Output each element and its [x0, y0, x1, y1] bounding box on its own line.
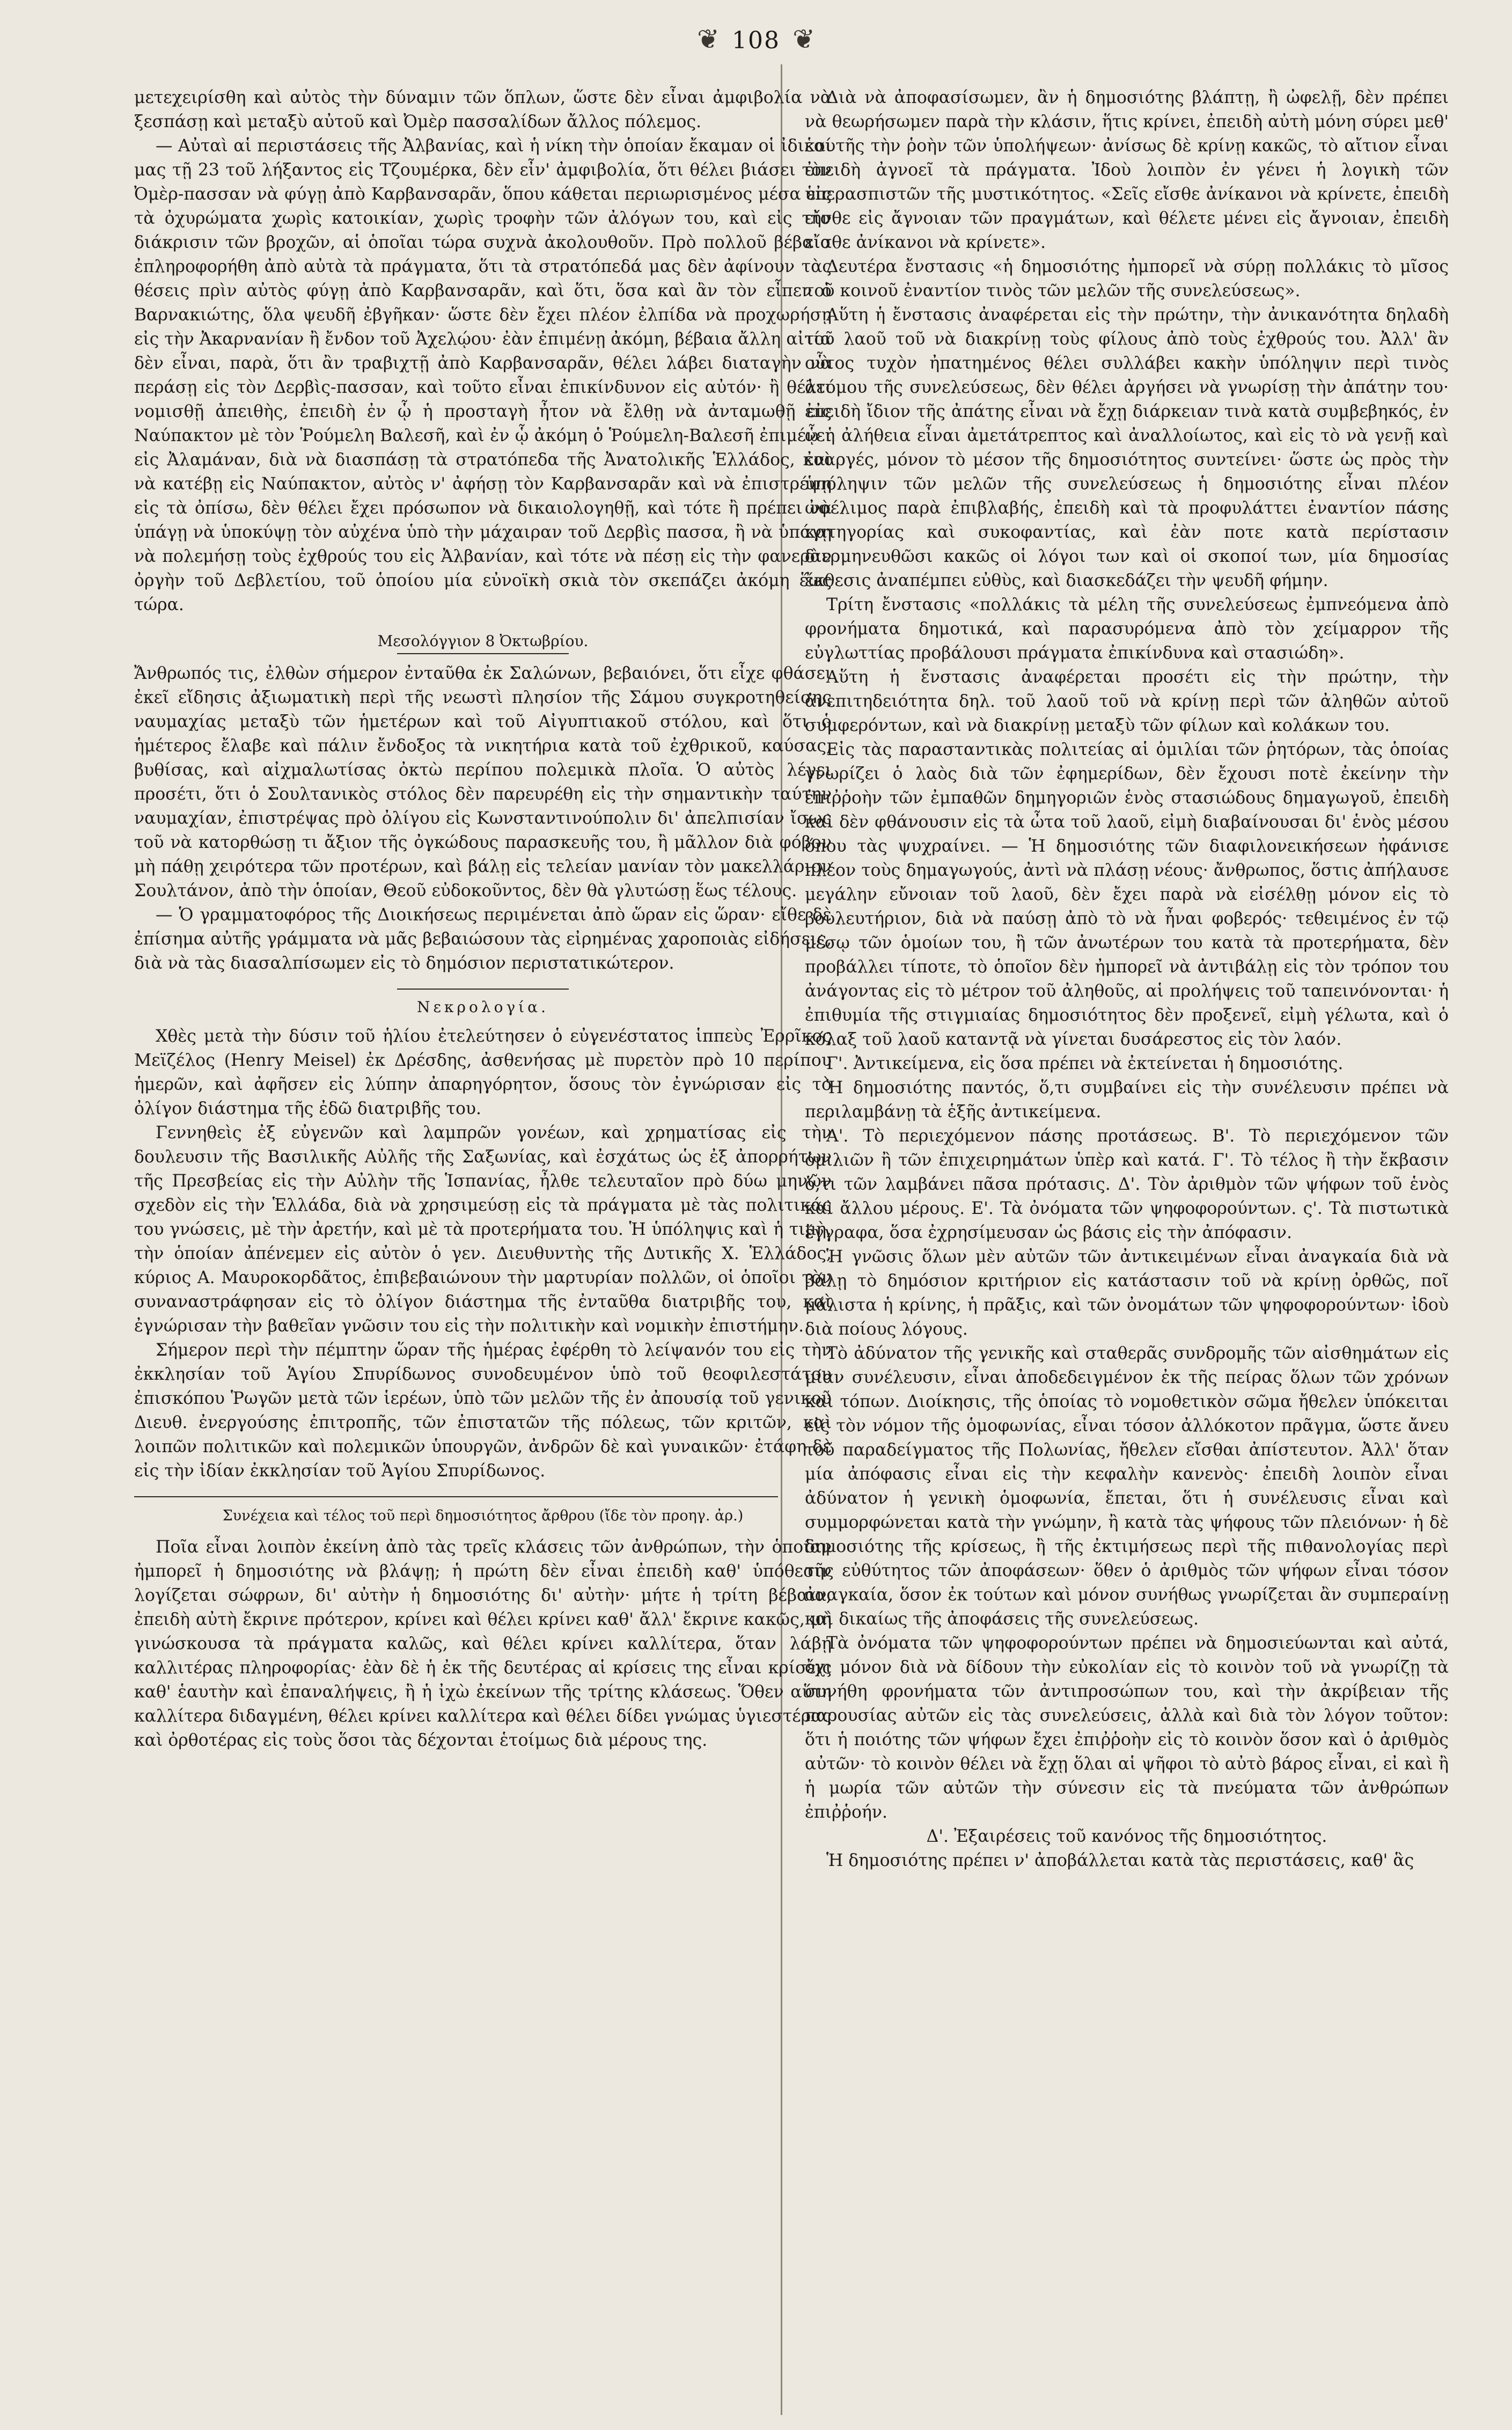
right-paragraph-1: Διὰ νὰ ἀποφασίσωμεν, ἂν ἡ δημοσιότης βλάπτῃ, ἢ ὠφελῇ, δὲν πρέπει νὰ θεωρήσωμεν παρὰ τὴν κλάσιν, ἥτις κρίνει, ἐπειδὴ αὐτὴ μόνη σύρει μεθ' ἑαυτῆς τὴν ῥοὴν τῶν ὑπολήψεων· ἀνίσως δὲ κρίνῃ κακῶς, τὸ αἴτιον εἶναι ἐπειδὴ ἀγνοεῖ τὰ πράγματα. Ἰδοὺ λοιπὸν ἐν γένει ἡ λογικὴ τῶν ὑπερασπιστῶν τῆς μυστικότητος. «Σεῖς εἴσθε ἀνίκανοι νὰ κρίνετε, ἐπειδὴ εἴσθε εἰς ἄγνοιαν τῶν πραγμάτων, καὶ θέλετε μένει εἰς ἄγνοιαν, ἐπειδὴ εἴσθε ἀνίκανοι νὰ κρίνετε». [805, 88, 1449, 252]
right-paragraph-14: Ἡ δημοσιότης πρέπει ν' ἀποβάλλεται κατὰ τὰς περιστάσεις, καθ' ἃς [826, 1851, 1414, 1870]
continuation-subheading [134, 1496, 832, 1528]
left-paragraph-2: — Αὐταὶ αἱ περιστάσεις τῆς Ἀλβανίας, καὶ ἡ νίκη τὴν ὁποίαν ἔκαμαν οἱ ἰδικοί μας τῇ 23 τοῦ λήξαντος εἰς Τζουμέρκα, δὲν εἶν' ἀμφιβολία, ὅτι θέλει βιάσει τὸν Ὀμὲρ-πασσαν νὰ φύγῃ ἀπὸ Καρβανσαρᾶν, ὅπου κάθεται περιωρισμένος μέσα εἰς τὰ ὀχυρώματα χωρὶς κατοικίαν, χωρὶς τροφὴν τῶν ἀλόγων του, καὶ εἰς τὴν διάκρισιν τῶν βροχῶν, αἱ ὁποῖαι τώρα συχνὰ ἀκολουθοῦν. Πρὸ πολλοῦ βέβαια ἐπληροφορήθη ἀπὸ αὐτὰ τὰ πράγματα, ὅτι τὰ στρατόπεδά μας δὲν ἀφίνουν τὰς θέσεις πρὶν αὐτὸς φύγῃ ἀπὸ Καρβανσαρᾶν, καὶ ὅτι, ὅσα καὶ ἂν τὸν εἶπεν ὁ Βαρνακιώτης, ὅλα ψευδῆ ἐβγῆκαν· ὥστε δὲν ἔχει πλέον ἐλπίδα νὰ προχωρήσῃ εἰς τὴν Ἀκαρνανίαν ἢ ἔνδον τοῦ Ἀχελῴου· ἐὰν ἐπιμένῃ ἀκόμη, βέβαια ἄλλη αἰτία δὲν εἶναι, παρὰ, ὅτι ἂν τραβιχτῇ ἀπὸ Καρβανσαρᾶν, θέλει λάβει διαταγὴν νὰ περάσῃ εἰς τὸν Δερβὶς-πασσαν, καὶ τοῦτο εἶναι ἐπικίνδυνον εἰς αὐτόν· ἢ θέλει νομισθῇ ἀπειθὴς, ἐπειδὴ ἐν ᾧ ἡ προσταγὴ ἦτον νὰ ἔλθῃ νὰ ἀνταμωθῇ εἰς Ναύπακτον μὲ τὸν Ῥούμελη Βαλεσῆ, καὶ ἐν ᾧ ἀκόμη ὁ Ῥούμελη-Βαλεσῆ ἐπιμένει εἰς Ἀλαμάναν, διὰ νὰ διασπάσῃ τὰ στρατόπεδα τῆς Ἀνατολικῆς Ἑλλάδος, καὶ νὰ κατέβῃ εἰς Ναύπακτον, αὐτὸς ν' ἀφήσῃ τὸν Καρβανσαρᾶν καὶ νὰ ἐπιστρέψῃ εἰς τὰ ὀπίσω, δὲν θέλει ἔχει πρόσωπον νὰ δικαιολογηθῇ, καὶ τότε ἢ πρέπει νὰ ὑπάγῃ νὰ ὑποκύψῃ τὸν αὐχένα ὑπὸ τὴν μάχαιραν τοῦ Δερβὶς πασσα, ἢ νὰ ὑπάγῃ νὰ πολεμήσῃ τοὺς ἐχθρούς του εἰς Ἀλβανίαν, καὶ τότε νὰ πέσῃ εἰς τὴν φανερὰν ὀργὴν τοῦ Δεβλετίου, τοῦ ὁποίου μία εὐνοϊκὴ σκιὰ τὸν σκεπάζει ἀκόμη ἕως τώρα. [134, 136, 832, 614]
ornament-left-icon: ❦ [697, 24, 720, 55]
right-paragraph-12: Τὰ ὀνόματα τῶν ψηφοφορούντων πρέπει νὰ δημοσιεύωνται καὶ αὐτά, ὄχι μόνον διὰ νὰ δίδουν τὴν εὐκολίαν εἰς τὸ κοινὸν τοῦ νὰ γνωρίζῃ τὰ συνήθη φρονήματα τῶν ἀντιπροσώπων του, καὶ τὴν ἀκρίβειαν τῆς παρουσίας αὐτῶν εἰς τὰς συνελεύσεις, ἀλλὰ καὶ διὰ τὸν λόγον τοῦτον: ὅτι ἡ ποιότης τῶν ψήφων ἔχει ἐπιῤῥοὴν εἰς τὸ κοινὸν ὅσον καὶ ὁ ἀριθμὸς αὐτῶν· τὸ κοινὸν θέλει νὰ ἔχῃ ὅλαι αἱ ψῆφοι τὸ αὐτὸ βάρος εἶναι, εἰ καὶ ἢ ἡ μωρία τῶν αὐτῶν τὴν σύνεσιν εἰς τὰ πνεύματα τῶν ἀνθρώπων ἐπιῤῥοήν. [805, 1634, 1449, 1822]
dateline [134, 629, 832, 654]
left-paragraph-3: Ἄνθρωπός τις, ἐλθὼν σήμερον ἐνταῦθα ἐκ Σαλώνων, βεβαιόνει, ὅτι εἶχε φθάσει ἐκεῖ εἴδησις ἀξιωματικὴ περὶ τῆς νεωστὶ πλησίον τῆς Σάμου συγκροτηθείσης ναυμαχίας μεταξὺ τῶν ἡμετέρων καὶ τοῦ Αἰγυπτιακοῦ στόλου, καὶ ὅτι ὁ ἡμέτερος ἔλαβε καὶ πάλιν ἔνδοξος τὰ νικητήρια κατὰ τοῦ ἐχθρικοῦ, καύσας, βυθίσας, καὶ αἰχμαλωτίσας ὀκτὼ περίπου πολεμικὰ πλοῖα. Ὁ αὐτὸς λέγει προσέτι, ὅτι ὁ Σουλτανικὸς στόλος δὲν παρευρέθη εἰς τὴν σημαντικὴν ταύτην ναυμαχίαν, ἐπιστρέψας πρὸ ὀλίγου εἰς Κωνσταντινούπολιν δι' ἀπελπισίαν ἴσως τοῦ νὰ κατορθώσῃ τι ἄξιον τῆς ὀγκώδους παρασκευῆς του, ἢ μᾶλλον διὰ φόβον μὴ πάθῃ χειρότερα τῶν προτέρων, καὶ βάλῃ εἰς τελείαν μανίαν τὸν μακελλάριον Σουλτάνον, ἀπὸ τὴν ὁποίαν, Θεοῦ εὐδοκοῦντος, δὲν θὰ γλυτώσῃ ἕως τέλους. [134, 664, 832, 901]
right-paragraph-13: Δ'. Ἐξαιρέσεις τοῦ κανόνος τῆς δημοσιότητος. [926, 1827, 1327, 1846]
right-column [805, 86, 1449, 1873]
right-paragraph-2: Δευτέρα ἔνστασις «ἡ δημοσιότης ἠμπορεῖ νὰ σύρῃ πολλάκις τὸ μῖσος τοῦ κοινοῦ ἐναντίον τινὸς τῶν μελῶν τῆς συνελεύσεως». [805, 257, 1449, 301]
ornament-right-icon: ❦ [792, 24, 815, 55]
obituary-heading-text: Νεκρολογία. [417, 998, 549, 1016]
continuation-subheading-text: Συνέχεια καὶ τέλος τοῦ περὶ δημοσιότητος ἄρθρου (ἴδε τὸν προηγ. ἀρ.) [222, 1507, 744, 1524]
right-paragraph-10: Ἡ γνῶσις ὅλων μὲν αὐτῶν τῶν ἀντικειμένων εἶναι ἀναγκαία διὰ νὰ βάλῃ τὸ δημόσιον κριτήριον εἰς κατάστασιν τοῦ νὰ κρίνῃ ὀρθῶς, ποῖ μάλιστα ἡ κρίνης, ἡ πρᾶξις, καὶ τῶν ὀνομάτων τῶν ψηφοφορούντων· ἰδοὺ διὰ ποίους λόγους. [805, 1247, 1449, 1339]
left-paragraph-8: Ποῖα εἶναι λοιπὸν ἐκείνη ἀπὸ τὰς τρεῖς κλάσεις τῶν ἀνθρώπων, τὴν ὁποίαν ἠμπορεῖ ἡ δημοσιότης νὰ βλάψῃ; ἡ πρώτη δὲν εἶναι ἐπειδὴ καθ' ὑπόθεσιν λογίζεται σώφρων, δι' αὐτὴν ἡ δημοσιότης δι' αὐτὴν· μήτε ἡ τρίτη βέβαια, ἐπειδὴ αὐτὴ ἔκρινε πρότερον, κρίνει καὶ θέλει κρίνει καθ' ἄλλ' ἔκρινε κακῶς, μὴ γινώσκουσα τὰ πράγματα καλῶς, καὶ θέλει κρίνει καλλίτερα, ὅταν λάβῃ καλλιτέρας πληροφορίας· ἐὰν δὲ ἡ ἐκ τῆς δευτέρας αἱ κρίσεις της εἶναι κρίσεις καθ' ἑαυτὴν καὶ ἐπαναλήψεις, ἢ ἡ ἰχὼ ἐκείνων τῆς τρίτης κλάσεως. Ὅθεν αὕτη καλλίτερα διδαγμένη, θέλει κρίνει καλλίτερα καὶ θέλει δίδει γνώμας ὑγιεστέρας καὶ ὀρθοτέρας εἰς τοὺς ὅσοι τὰς δέχονται ἑτοίμως διὰ μέρους της. [134, 1538, 832, 1750]
dateline-text: Μεσολόγγιον 8 Ὀκτωβρίου. [377, 632, 589, 650]
right-paragraph-6: Εἰς τὰς παρασταντικὰς πολιτείας αἱ ὁμιλίαι τῶν ῥητόρων, τὰς ὁποίας γνωρίζει ὁ λαὸς διὰ τῶν ἐφημερίδων, δὲν ἔχουσι ποτὲ ἐκείνην τὴν ἐπιῤῥοὴν τῶν ἐμπαθῶν δημηγοριῶν ἑνὸς στασιώδους δημαγωγοῦ, ἐπειδὴ καὶ δὲν φθάνουσιν εἰς τὰ ὦτα τοῦ λαοῦ, εἰμὴ διαβαίνουσαι δι' ἑνὸς μέσου ὅπου τὰς ψυχραίνει. — Ἡ δημοσιότης τῶν διαφιλονεικήσεων ἠφάνισε πλέον τοὺς δημαγωγούς, ἀντὶ νὰ πλάσῃ νέους· ἄνθρωπος, ὅστις ἀπήλαυσε μεγάλην εὔνοιαν τοῦ λαοῦ, δὲν ἔχει παρὰ νὰ εἰσέλθῃ μόνον εἰς τὸ βουλευτήριον, διὰ νὰ παύσῃ ἀπὸ τὸ νὰ ἦναι φοβερός· τεθειμένος ἐν τῷ μέσῳ τῶν ὁμοίων του, ἢ τῶν ἀνωτέρων του κατὰ τὰ προτερήματα, δὲν προβάλλει τίποτε, τὸ ὁποῖον δὲν ἠμπορεῖ νὰ ἀντιβάλῃ εἰς τὸν τρόπον του ἀνάγοντας εἰς τὸ μέτρον τοῦ ἀληθοῦς, αἱ προλήψεις τοῦ ταπεινόνονται· ἡ ἐπιθυμία τῆς στιγμιαίας δημοσιότητος δὲν προξενεῖ, εἰμὴ γέλωτα, καὶ ὁ κόλαξ τοῦ λαοῦ καταντᾷ νὰ γίνεται δυσάρεστος εἰς τὸν λαόν. [805, 740, 1449, 1049]
right-paragraph-8: Ἡ δημοσιότης παντός, ὅ,τι συμβαίνει εἰς τὴν συνέλευσιν πρέπει νὰ περιλαμβάνῃ τὰ ἑξῆς ἀντικείμενα. [805, 1078, 1449, 1122]
right-paragraph-11: Τὸ ἀδύνατον τῆς γενικῆς καὶ σταθερᾶς συνδρομῆς τῶν αἰσθημάτων εἰς μίαν συνέλευσιν, εἶναι ἀποδεδειγμένον ἐκ τῆς πείρας ὅλων τῶν χρόνων καὶ τόπων. Διοίκησις, τῆς ὁποίας τὸ νομοθετικὸν σῶμα ἤθελεν ὑπόκειται εἰς τὸν νόμον τῆς ὁμοφωνίας, εἶναι τόσον ἀλλόκοτον πρᾶγμα, ὥστε ἄνευ τοῦ παραδείγματος τῆς Πολωνίας, ἤθελεν εἴσθαι ἀπίστευτον. Ἀλλ' ὅταν μία ἀπόφασις εἶναι εἰς τὴν κεφαλὴν κανενὸς· ἐπειδὴ λοιπὸν εἶναι ἀδύνατον ἡ γενικὴ ὁμοφωνία, ἔπεται, ὅτι ἡ συνέλευσις εἶναι καὶ συμμορφώνεται κατὰ τὴν γνώμην, ἢ κατὰ τὰς ψήφους τῶν πλειόνων· ἡ δὲ δημοσιότης τῆς κρίσεως, ἢ τῆς ἐκτιμήσεως περὶ τῆς πιθανολογίας περὶ τῆς εὐθύτητος τῶν ἀποφάσεων· ὅθεν ὁ ἀριθμὸς τῶν ψήφων εἶναι τόσον ἀναγκαία, ὅσον ἐκ τούτων καὶ μόνον συνήθως γνωρίζεται ἂν συμπεραίνῃ καὶ δικαίως τῆς ἀποφάσεις τῆς συνελεύσεως. [805, 1344, 1449, 1629]
left-paragraph-7: Σήμερον περὶ τὴν πέμπτην ὥραν τῆς ἡμέρας ἐφέρθη τὸ λείψανόν του εἰς τὴν ἐκκλησίαν τοῦ Ἁγίου Σπυρίδωνος συνοδευμένον ὑπὸ τοῦ θεοφιλεστάτου ἐπισκόπου Ῥωγῶν μετὰ τῶν ἱερέων, ὑπὸ τῶν μελῶν τῆς ἐν ἀπουσίᾳ τοῦ γενικοῦ Διευθ. ἐνεργούσης ἐπιτροπῆς, τῶν ἐπιστατῶν τῆς πόλεως, τῶν κριτῶν, καὶ λοιπῶν πολιτικῶν καὶ πολεμικῶν ὑπουργῶν, ἀνδρῶν δὲ καὶ γυναικῶν· ἐτάφη δὲ εἰς τὴν ἰδίαν ἐκκλησίαν τοῦ Ἁγίου Σπυρίδωνος. [134, 1341, 832, 1481]
continuation-rule [134, 1496, 778, 1497]
right-paragraph-9: Α'. Τὸ περιεχόμενον πάσης προτάσεως. Β'. Τὸ περιεχόμενον τῶν ὁμιλιῶν ἢ τῶν ἐπιχειρημάτων ὑπὲρ καὶ κατά. Γ'. Τὸ τέλος ἢ τὴν ἔκβασιν ὅ,τι τῶν λαμβάνει πᾶσα πρότασις. Δ'. Τὸν ἀριθμὸν τῶν ψήφων τοῦ ἑνὸς καὶ ἄλλου μέρους. Ε'. Τὰ ὀνόματα τῶν ψηφοφορούντων. ς'. Τὰ πιστωτικὰ ἔγγραφα, ὅσα ἐχρησίμευσαν ὡς βάσις εἰς τὴν ἀπόφασιν. [805, 1126, 1449, 1242]
obituary-section-heading [134, 989, 832, 1019]
right-paragraph-3: Αὕτη ἡ ἔνστασις ἀναφέρεται εἰς τὴν πρώτην, τὴν ἀνικανότητα δηλαδὴ τοῦ λαοῦ τοῦ νὰ διακρίνῃ τοὺς φίλους ἀπὸ τοὺς ἐχθρούς του. Ἀλλ' ἂν οὗτος τυχὸν ἠπατημένος θέλει συλλάβει κακὴν ὑπόληψιν περὶ τινὸς ἀτόμου τῆς συνελεύσεως, δὲν θέλει ἀργήσει νὰ γνωρίσῃ τὴν ἀπάτην του· ἐπειδὴ ἴδιον τῆς ἀπάτης εἶναι νὰ ἔχῃ διάρκειαν τινὰ κατὰ συμβεβηκός, ἐν ᾧ ἡ ἀλήθεια εἶναι ἀμετάτρεπτος καὶ ἀναλλοίωτος, καὶ εἰς τὸ νὰ γενῇ καὶ ἐναργές, μόνον τὸ μέσον τῆς δημοσιότητος συντείνει· ὥστε ὡς πρὸς τὴν ὑπόληψιν τῶν μελῶν τῆς συνελεύσεως ἡ δημοσιότης εἶναι πλέον ὠφέλιμος παρὰ ἐπιβλαβής, ἐπειδὴ καὶ τὰ προφυλάττει ἐναντίον πάσης κατηγορίας καὶ συκοφαντίας, καὶ ἐὰν ποτε κατὰ περίστασιν διερμηνευθῶσι κακῶς οἱ λόγοι των καὶ οἱ σκοποί των, μία δημοσίας ἔκθεσις ἀναπέμπει εὐθὺς, καὶ διασκεδάζει τὴν ψευδῆ φήμην. [805, 305, 1449, 590]
obituary-rule [397, 989, 569, 990]
left-paragraph-6: Γεννηθεὶς ἐξ εὐγενῶν καὶ λαμπρῶν γονέων, καὶ χρηματίσας εἰς τὴν δουλευσιν τῆς Βασιλικῆς Αὐλῆς τῆς Σαξωνίας, καὶ ἐσχάτως ὡς ἐξ ἀπορρήτων τῆς Πρεσβείας εἰς τὴν Αὐλὴν τῆς Ἱσπανίας, ἦλθε τελευταῖον πρὸ δύω μηνῶν σχεδὸν εἰς τὴν Ἑλλάδα, διὰ νὰ χρησιμεύσῃ εἰς τὰ πράγματα μὲ τὰς πολιτικάς του γνώσεις, μὲ τὴν ἀρετήν, καὶ μὲ τὰ προτερήματα του. Ἡ ὑπόληψις καὶ ἡ τιμὴ, τὴν ὁποίαν ἀπένεμεν εἰς αὐτὸν ὁ γεν. Διευθυντὴς τῆς Δυτικῆς Χ. Ἑλλάδος, κύριος Α. Μαυροκορδᾶτος, ἐπιβεβαιώνουν τὴν μαρτυρίαν πολλῶν, οἱ ὁποῖοι τὸν συναναστράφησαν εἰς τὸ ὀλίγον διάστημα τῆς ἐνταῦθα διατριβῆς του, καὶ ἐγνώρισαν τὴν βαθεῖαν γνῶσιν του εἰς τὴν πολιτικὴν καὶ νομικὴν ἐπιστήμην. [134, 1123, 832, 1336]
page-header [0, 21, 1512, 80]
dateline-rule [397, 653, 569, 654]
left-column [134, 86, 832, 1753]
page-number: 108 [732, 27, 780, 54]
left-paragraph-5: Χθὲς μετὰ τὴν δύσιν τοῦ ἡλίου ἐτελεύτησεν ὁ εὐγενέστατος ἱππεὺς Ἐρρῖκος Μεϊζέλος (Henry Meisel) ἐκ Δρέσδης, ἀσθενήσας μὲ πυρετὸν πρὸ 10 περίπου ἡμερῶν, καὶ ἀφῆσεν εἰς λύπην ἀπαρηγόρητον, ὅσους τὸν ἐγνώρισαν εἰς τὸ ὀλίγον διάστημα τῆς ἐδῶ διατριβῆς του. [134, 1027, 832, 1118]
left-paragraph-4: — Ὁ γραμματοφόρος τῆς Διοικήσεως περιμένεται ἀπὸ ὥραν εἰς ὥραν· εἴθε δὲ ἐπίσημα αὐτῆς γράμματα νὰ μᾶς βεβαιώσουν τὰς εἰρημένας χαροποιὰς εἰδήσεις, διὰ νὰ τὰς διασαλπίσωμεν εἰς τὸ δημόσιον περιστατικώτερον. [134, 905, 832, 973]
right-paragraph-7: Γ'. Ἀντικείμενα, εἰς ὅσα πρέπει νὰ ἐκτείνεται ἡ δημοσιότης. [826, 1054, 1344, 1073]
right-paragraph-5: Αὕτη ἡ ἔνστασις ἀναφέρεται προσέτι εἰς τὴν πρώτην, τὴν ἀνεπιτηδειότητα δηλ. τοῦ λαοῦ τοῦ νὰ κρίνῃ περὶ τῶν ἀληθῶν αὐτοῦ συμφερόντων, καὶ νὰ διακρίνῃ μεταξὺ τῶν φίλων καὶ κολάκων του. [805, 668, 1449, 735]
right-paragraph-4: Τρίτη ἔνστασις «πολλάκις τὰ μέλη τῆς συνελεύσεως ἐμπνεόμενα ἀπὸ φρονήματα δημοτικά, καὶ παρασυρόμενα ἀπὸ τὸν χείμαρρον τῆς εὐγλωττίας προβάλουσι πράγματα ἐπικίνδυνα καὶ στασιώδη». [805, 595, 1449, 663]
left-paragraph-1: μετεχειρίσθη καὶ αὐτὸς τὴν δύναμιν τῶν ὅπλων, ὥστε δὲν εἶναι ἀμφιβολία νὰ ξεσπάσῃ καὶ μεταξὺ αὐτοῦ καὶ Ὀμὲρ πασσαλίδων ἄλλος πόλεμος. [134, 88, 832, 131]
